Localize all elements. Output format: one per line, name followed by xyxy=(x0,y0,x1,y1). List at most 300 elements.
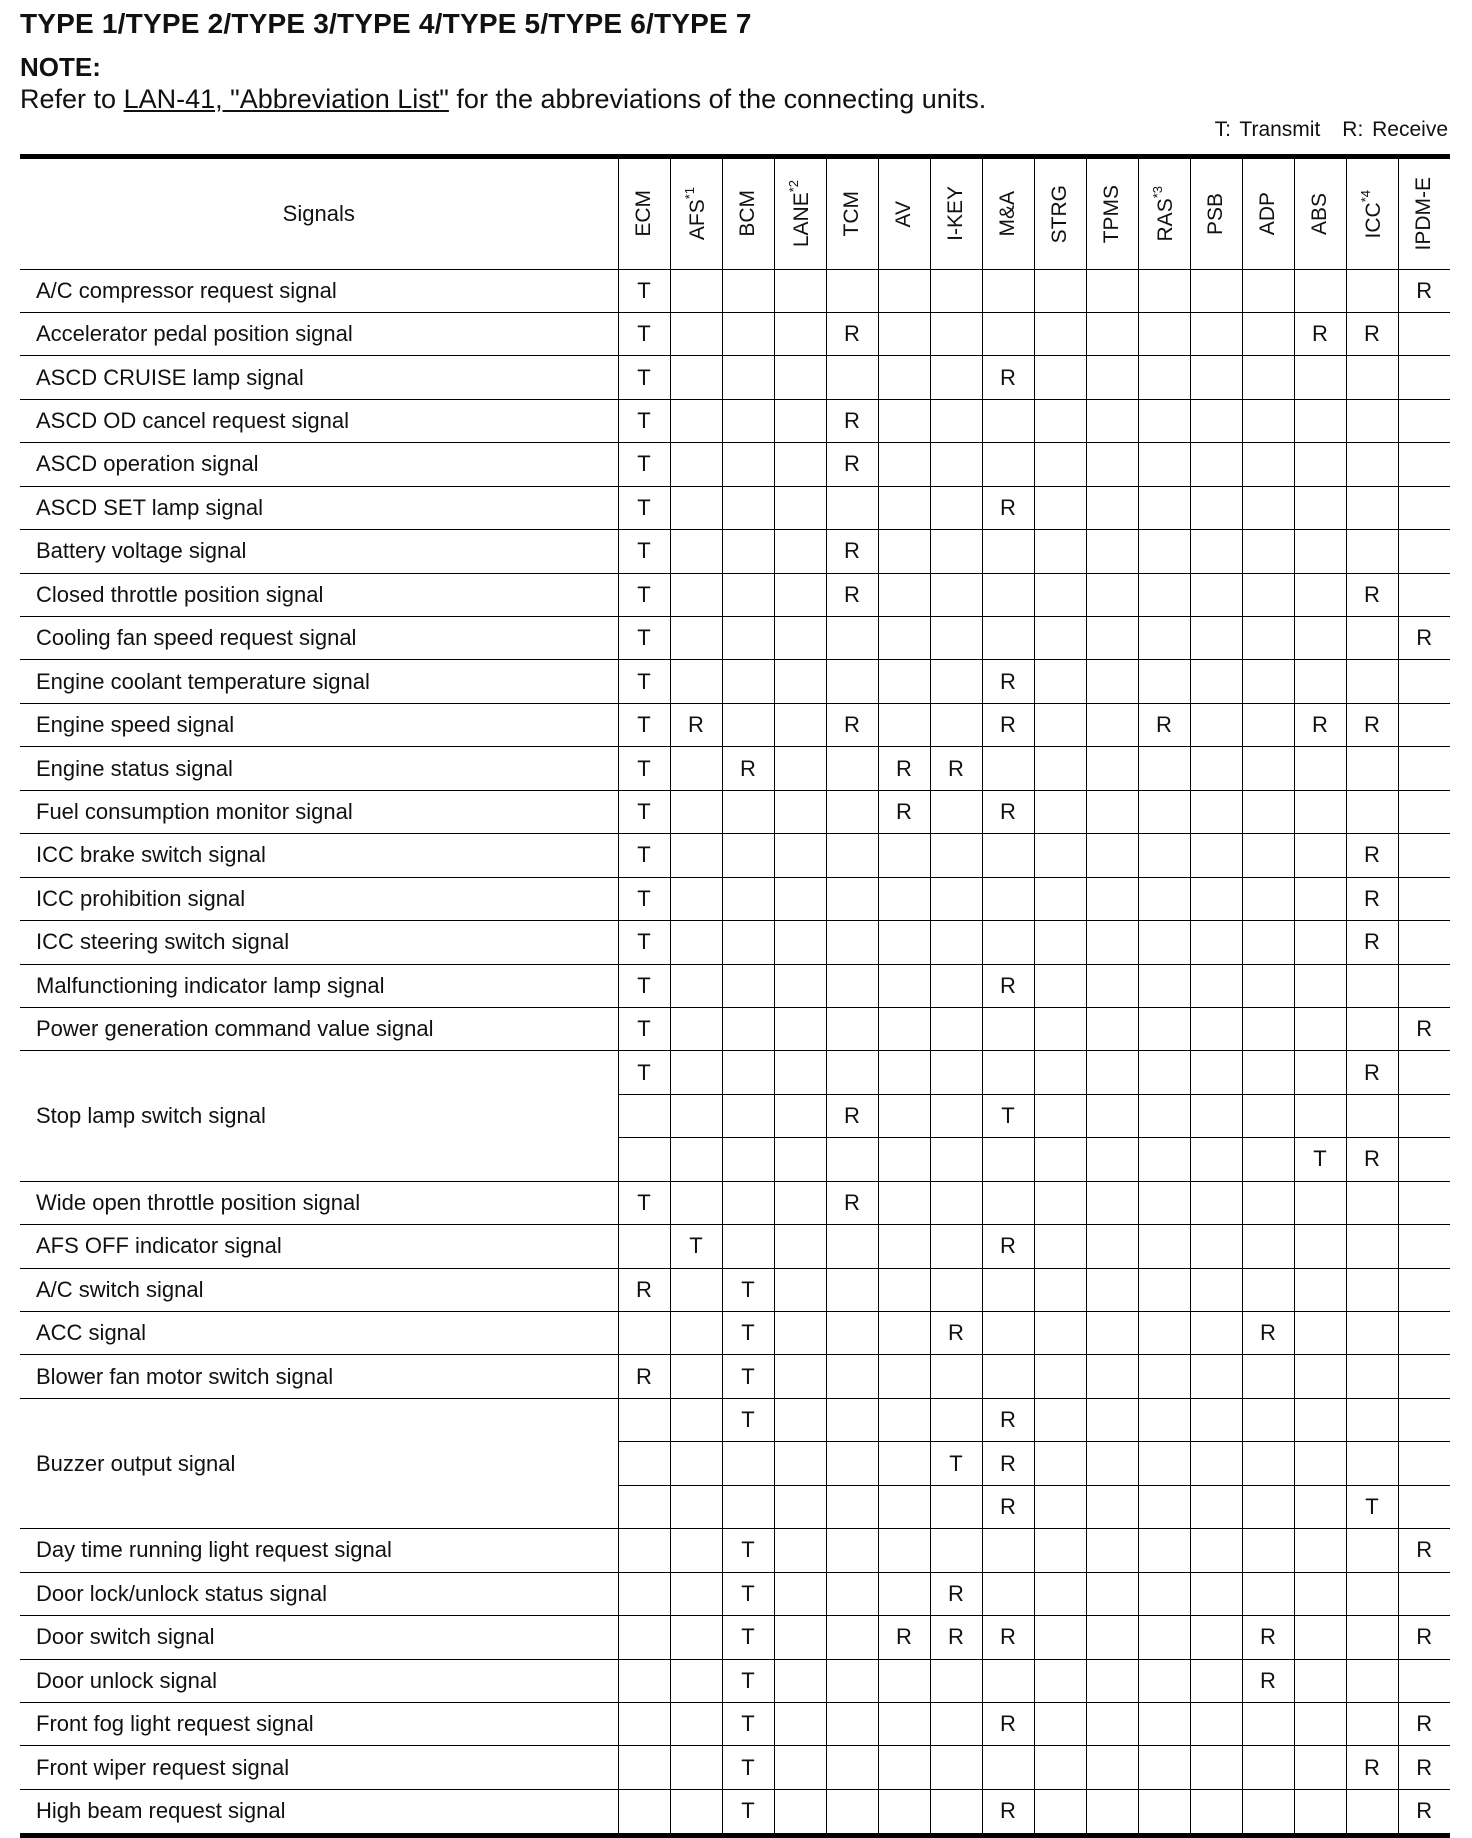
table-cell xyxy=(670,573,722,616)
table-cell xyxy=(722,573,774,616)
unit-name: AV xyxy=(892,200,915,227)
table-cell: R xyxy=(1346,1138,1398,1181)
table-cell xyxy=(1138,399,1190,442)
table-cell xyxy=(774,747,826,790)
table-cell xyxy=(878,660,930,703)
table-cell xyxy=(1190,399,1242,442)
table-cell xyxy=(670,1398,722,1441)
table-cell xyxy=(826,617,878,660)
table-cell xyxy=(1190,1529,1242,1572)
table-cell: R xyxy=(1138,703,1190,746)
table-row xyxy=(20,1616,1450,1659)
table-cell xyxy=(670,1529,722,1572)
signal-name: Cooling fan speed request signal xyxy=(20,617,618,660)
table-cell xyxy=(826,747,878,790)
table-cell xyxy=(1138,269,1190,312)
table-cell xyxy=(930,1268,982,1311)
table-cell xyxy=(1294,790,1346,833)
table-cell xyxy=(774,356,826,399)
table-cell: T xyxy=(618,834,670,877)
signal-name: Engine status signal xyxy=(20,747,618,790)
table-cell xyxy=(1242,1225,1294,1268)
signal-name: Malfunctioning indicator lamp signal xyxy=(20,964,618,1007)
table-cell xyxy=(1190,269,1242,312)
table-cell xyxy=(982,617,1034,660)
table-cell: T xyxy=(618,1181,670,1224)
unit-header-av xyxy=(878,159,930,269)
table-cell xyxy=(1190,1268,1242,1311)
signal-name: ASCD SET lamp signal xyxy=(20,486,618,529)
table-cell xyxy=(930,877,982,920)
table-cell xyxy=(930,660,982,703)
table-cell xyxy=(1242,703,1294,746)
table-cell xyxy=(1138,877,1190,920)
table-cell xyxy=(670,1485,722,1528)
table-cell xyxy=(774,1138,826,1181)
table-cell xyxy=(1138,1355,1190,1398)
table-cell: T xyxy=(722,1702,774,1745)
table-cell xyxy=(1138,356,1190,399)
table-row xyxy=(20,399,1450,442)
table-row xyxy=(20,790,1450,833)
table-cell xyxy=(1346,1181,1398,1224)
unit-header-bcm xyxy=(722,159,774,269)
table-cell xyxy=(930,1051,982,1094)
table-cell xyxy=(826,1789,878,1832)
table-cell xyxy=(1086,834,1138,877)
unit-name: I-KEY xyxy=(944,186,967,242)
table-cell xyxy=(1294,1572,1346,1615)
table-cell xyxy=(982,877,1034,920)
table-cell xyxy=(1294,530,1346,573)
unit-header-tcm xyxy=(826,159,878,269)
table-cell xyxy=(670,964,722,1007)
table-cell: R xyxy=(982,703,1034,746)
table-cell xyxy=(1294,660,1346,703)
table-cell: T xyxy=(670,1225,722,1268)
table-cell xyxy=(1346,747,1398,790)
table-cell xyxy=(722,356,774,399)
table-cell: R xyxy=(670,703,722,746)
table-cell xyxy=(1242,443,1294,486)
table-cell: T xyxy=(618,703,670,746)
table-row xyxy=(20,1529,1450,1572)
table-cell xyxy=(1034,747,1086,790)
table-cell xyxy=(878,1268,930,1311)
unit-header-ipdm-e xyxy=(1398,159,1450,269)
table-cell xyxy=(1346,443,1398,486)
signal-name: Closed throttle position signal xyxy=(20,573,618,616)
table-cell xyxy=(1138,1138,1190,1181)
table-cell: R xyxy=(826,530,878,573)
table-cell xyxy=(1294,877,1346,920)
table-cell xyxy=(1138,530,1190,573)
table-cell xyxy=(1398,921,1450,964)
table-cell xyxy=(618,1746,670,1789)
table-cell: R xyxy=(1398,269,1450,312)
table-cell xyxy=(1398,964,1450,1007)
table-cell xyxy=(1190,1007,1242,1050)
table-cell xyxy=(774,1659,826,1702)
table-cell xyxy=(1294,356,1346,399)
table-row xyxy=(20,1181,1450,1224)
table-cell xyxy=(1346,486,1398,529)
table-cell xyxy=(1138,1746,1190,1789)
table-cell xyxy=(826,1485,878,1528)
table-cell xyxy=(878,1789,930,1832)
table-cell xyxy=(930,530,982,573)
table-cell xyxy=(670,399,722,442)
table-cell xyxy=(774,312,826,355)
table-cell xyxy=(1294,1398,1346,1441)
table-cell xyxy=(1242,1268,1294,1311)
table-cell xyxy=(878,1572,930,1615)
table-cell xyxy=(1346,964,1398,1007)
table-row xyxy=(20,617,1450,660)
table-cell: T xyxy=(618,1007,670,1050)
signal-name: Door lock/unlock status signal xyxy=(20,1572,618,1615)
table-cell xyxy=(722,617,774,660)
table-row xyxy=(20,1746,1450,1789)
unit-header-afs xyxy=(670,159,722,269)
table-cell: R xyxy=(1398,1616,1450,1659)
table-cell xyxy=(1190,1225,1242,1268)
unit-name: ECM xyxy=(632,190,655,238)
table-cell xyxy=(774,1398,826,1441)
table-cell xyxy=(722,1181,774,1224)
table-cell xyxy=(1086,1616,1138,1659)
table-cell: R xyxy=(982,1789,1034,1832)
table-cell xyxy=(618,1398,670,1441)
table-cell: T xyxy=(618,964,670,1007)
table-cell xyxy=(774,1702,826,1745)
table-cell xyxy=(982,399,1034,442)
table-cell xyxy=(1346,1007,1398,1050)
table-cell xyxy=(670,1268,722,1311)
table-cell xyxy=(982,573,1034,616)
signal-name: Power generation command value signal xyxy=(20,1007,618,1050)
table-cell: T xyxy=(722,1789,774,1832)
table-cell: R xyxy=(982,790,1034,833)
table-cell xyxy=(722,530,774,573)
table-cell xyxy=(1086,1572,1138,1615)
table-cell: T xyxy=(618,921,670,964)
unit-name: STRG xyxy=(1048,184,1071,243)
table-cell xyxy=(722,1442,774,1485)
table-cell xyxy=(618,1572,670,1615)
table-cell xyxy=(1138,1398,1190,1441)
table-cell xyxy=(1138,1181,1190,1224)
table-cell xyxy=(1034,399,1086,442)
unit-label xyxy=(840,191,864,237)
table-cell: R xyxy=(930,747,982,790)
table-cell xyxy=(1294,486,1346,529)
table-row xyxy=(20,530,1450,573)
table-cell: R xyxy=(826,1181,878,1224)
table-cell xyxy=(1190,1572,1242,1615)
table-cell xyxy=(1138,443,1190,486)
signal-name: High beam request signal xyxy=(20,1789,618,1832)
table-cell xyxy=(1242,790,1294,833)
signal-name: ACC signal xyxy=(20,1312,618,1355)
table-cell xyxy=(982,1746,1034,1789)
table-cell xyxy=(982,443,1034,486)
table-cell xyxy=(1242,660,1294,703)
unit-header-tpms xyxy=(1086,159,1138,269)
table-cell: R xyxy=(930,1572,982,1615)
table-cell xyxy=(1294,1659,1346,1702)
table-cell xyxy=(1190,1746,1242,1789)
table-cell xyxy=(930,1355,982,1398)
table-cell xyxy=(1034,269,1086,312)
table-cell xyxy=(774,1442,826,1485)
table-row xyxy=(20,660,1450,703)
table-cell xyxy=(930,1702,982,1745)
table-cell xyxy=(1086,877,1138,920)
table-cell xyxy=(1242,1007,1294,1050)
table-cell xyxy=(1086,1051,1138,1094)
table-cell xyxy=(1034,1051,1086,1094)
table-cell xyxy=(982,1181,1034,1224)
table-cell xyxy=(1034,790,1086,833)
table-cell xyxy=(1086,1007,1138,1050)
table-cell xyxy=(1138,834,1190,877)
table-cell xyxy=(1398,1268,1450,1311)
table-cell xyxy=(1398,703,1450,746)
unit-header-i-key xyxy=(930,159,982,269)
table-cell xyxy=(1034,1572,1086,1615)
table-cell xyxy=(774,877,826,920)
table-cell xyxy=(1034,703,1086,746)
table-cell xyxy=(722,1225,774,1268)
table-cell xyxy=(1190,1355,1242,1398)
table-cell xyxy=(826,660,878,703)
unit-label xyxy=(1308,193,1332,235)
table-cell xyxy=(878,1529,930,1572)
table-cell xyxy=(1190,1051,1242,1094)
unit-header-adp xyxy=(1242,159,1294,269)
table-cell xyxy=(1034,1659,1086,1702)
table-cell xyxy=(1242,486,1294,529)
table-row xyxy=(20,1312,1450,1355)
unit-name: TPMS xyxy=(1100,184,1123,243)
table-cell: R xyxy=(1242,1616,1294,1659)
table-cell xyxy=(826,1312,878,1355)
table-cell xyxy=(1398,1225,1450,1268)
table-cell: R xyxy=(1346,1746,1398,1789)
table-cell xyxy=(1034,486,1086,529)
abbreviation-list-link[interactable]: LAN-41, "Abbreviation List" xyxy=(123,84,449,114)
unit-name: BCM xyxy=(736,190,759,238)
table-row xyxy=(20,1225,1450,1268)
table-cell xyxy=(1138,1442,1190,1485)
table-row xyxy=(20,1355,1450,1398)
table-cell xyxy=(774,1616,826,1659)
table-cell xyxy=(722,790,774,833)
table-cell xyxy=(826,834,878,877)
table-cell xyxy=(1346,1355,1398,1398)
table-cell: R xyxy=(826,443,878,486)
table-cell xyxy=(1190,1616,1242,1659)
table-cell xyxy=(1242,573,1294,616)
table-cell xyxy=(670,1138,722,1181)
table-cell xyxy=(878,1442,930,1485)
table-cell: R xyxy=(1294,703,1346,746)
table-cell xyxy=(1138,1616,1190,1659)
table-cell xyxy=(1242,1789,1294,1832)
table-cell xyxy=(1034,1702,1086,1745)
signal-name: ASCD operation signal xyxy=(20,443,618,486)
table-cell xyxy=(1346,1789,1398,1832)
table-cell: T xyxy=(618,399,670,442)
table-cell xyxy=(1034,573,1086,616)
table-row xyxy=(20,1398,1450,1441)
table-cell xyxy=(1138,921,1190,964)
table-cell xyxy=(1190,834,1242,877)
table-cell xyxy=(930,1094,982,1137)
table-row xyxy=(20,269,1450,312)
table-cell: R xyxy=(826,703,878,746)
table-cell xyxy=(878,1746,930,1789)
legend-transmit: T: Transmit xyxy=(1214,118,1321,141)
table-cell xyxy=(878,443,930,486)
table-cell xyxy=(618,1485,670,1528)
table-cell xyxy=(1138,964,1190,1007)
table-cell: R xyxy=(982,1485,1034,1528)
table-row xyxy=(20,1051,1450,1094)
table-cell xyxy=(774,1529,826,1572)
table-cell xyxy=(722,443,774,486)
table-cell xyxy=(1190,1789,1242,1832)
unit-name: ICC xyxy=(1362,201,1385,238)
table-cell xyxy=(722,921,774,964)
table-cell xyxy=(1190,1442,1242,1485)
unit-header-icc xyxy=(1346,159,1398,269)
table-row xyxy=(20,703,1450,746)
table-cell xyxy=(774,660,826,703)
table-cell xyxy=(1294,1702,1346,1745)
table-cell xyxy=(1242,1355,1294,1398)
table-cell xyxy=(1398,1442,1450,1485)
signal-name: Engine coolant temperature signal xyxy=(20,660,618,703)
table-cell xyxy=(618,1312,670,1355)
table-cell xyxy=(1086,1529,1138,1572)
unit-label xyxy=(1048,185,1072,243)
table-cell xyxy=(1086,1181,1138,1224)
signal-name: Day time running light request signal xyxy=(20,1529,618,1572)
table-cell xyxy=(1398,1094,1450,1137)
table-cell xyxy=(1086,530,1138,573)
table-cell xyxy=(1190,1702,1242,1745)
table-cell xyxy=(618,1225,670,1268)
table-cell xyxy=(982,1529,1034,1572)
table-cell xyxy=(1398,1659,1450,1702)
table-cell xyxy=(774,486,826,529)
table-cell xyxy=(774,1789,826,1832)
table-cell xyxy=(1294,443,1346,486)
table-cell xyxy=(1294,1789,1346,1832)
table-cell xyxy=(1294,1225,1346,1268)
note-label: NOTE: xyxy=(20,52,101,82)
table-cell xyxy=(1190,703,1242,746)
table-cell xyxy=(1294,1094,1346,1137)
unit-header-manda xyxy=(982,159,1034,269)
table-cell xyxy=(1242,269,1294,312)
table-cell xyxy=(878,921,930,964)
table-cell xyxy=(1346,1572,1398,1615)
table-cell xyxy=(1138,1051,1190,1094)
table-cell: R xyxy=(1346,1051,1398,1094)
table-cell xyxy=(1086,921,1138,964)
table-cell xyxy=(1034,1007,1086,1050)
table-body xyxy=(20,269,1450,1833)
table-cell xyxy=(1398,877,1450,920)
table-cell: R xyxy=(982,1442,1034,1485)
table-row xyxy=(20,1789,1450,1832)
table-cell xyxy=(1242,1138,1294,1181)
table-cell xyxy=(670,617,722,660)
unit-name: LANE xyxy=(790,192,813,248)
table-cell xyxy=(1346,1094,1398,1137)
signal-name: Door unlock signal xyxy=(20,1659,618,1702)
table-cell xyxy=(1242,1442,1294,1485)
table-cell xyxy=(1294,1616,1346,1659)
table-cell xyxy=(722,1051,774,1094)
table-cell: T xyxy=(618,747,670,790)
table-cell xyxy=(878,1659,930,1702)
table-cell: T xyxy=(618,530,670,573)
table-cell xyxy=(1190,486,1242,529)
table-cell xyxy=(722,834,774,877)
table-cell xyxy=(722,1138,774,1181)
unit-name: AFS xyxy=(686,199,709,241)
table-cell: T xyxy=(722,1572,774,1615)
table-cell xyxy=(1398,1138,1450,1181)
table-cell: R xyxy=(1242,1659,1294,1702)
table-cell xyxy=(1138,1659,1190,1702)
table-cell xyxy=(1242,1051,1294,1094)
table-cell xyxy=(1086,312,1138,355)
table-cell xyxy=(878,1702,930,1745)
table-cell xyxy=(1034,443,1086,486)
table-cell xyxy=(670,1051,722,1094)
table-cell xyxy=(1034,1355,1086,1398)
table-cell xyxy=(1242,312,1294,355)
signal-name: ICC brake switch signal xyxy=(20,834,618,877)
table-cell xyxy=(1086,399,1138,442)
signal-name: ICC prohibition signal xyxy=(20,877,618,920)
table-cell xyxy=(1138,1007,1190,1050)
table-cell xyxy=(1034,964,1086,1007)
table-cell xyxy=(982,1572,1034,1615)
table-cell xyxy=(1346,1398,1398,1441)
table-cell xyxy=(1034,1746,1086,1789)
table-cell: T xyxy=(722,1398,774,1441)
table-cell xyxy=(1086,356,1138,399)
unit-label xyxy=(632,190,656,237)
table-cell xyxy=(774,834,826,877)
table-cell xyxy=(1086,269,1138,312)
table-cell xyxy=(826,1616,878,1659)
table-cell xyxy=(1398,1572,1450,1615)
table-cell xyxy=(722,399,774,442)
table-cell xyxy=(878,834,930,877)
table-cell xyxy=(774,790,826,833)
table-cell xyxy=(930,312,982,355)
signal-name: Front fog light request signal xyxy=(20,1702,618,1745)
table-cell xyxy=(1190,921,1242,964)
table-cell xyxy=(774,1181,826,1224)
